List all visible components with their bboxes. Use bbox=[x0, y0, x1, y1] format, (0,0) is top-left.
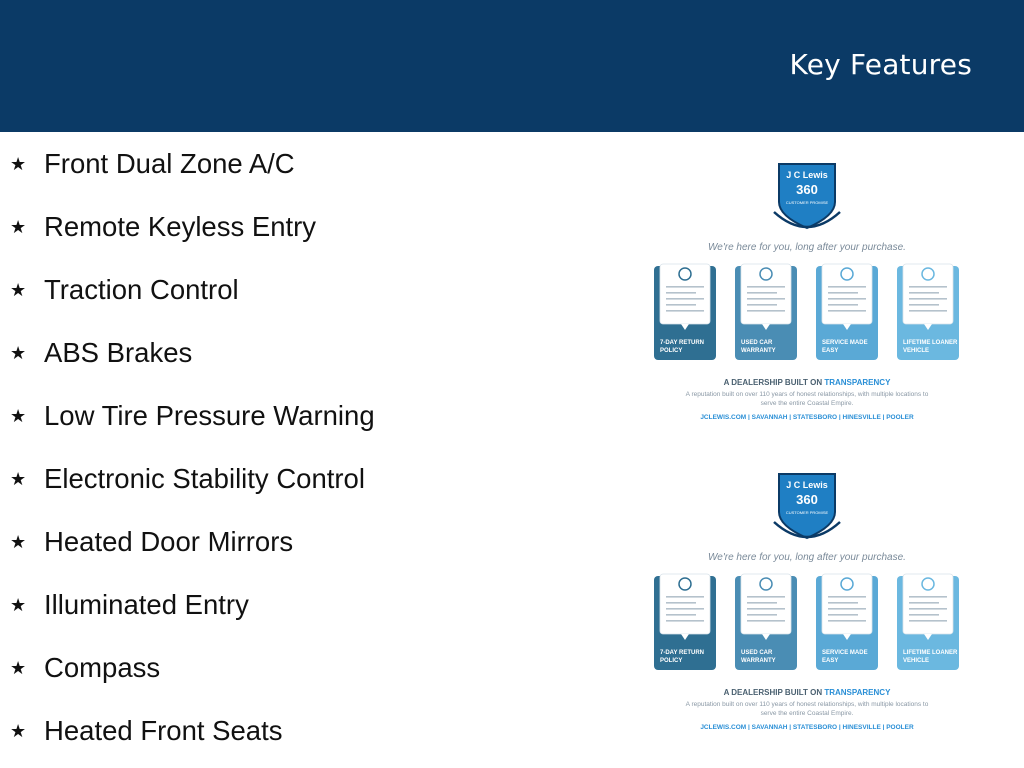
feature-label: ABS Brakes bbox=[44, 337, 193, 368]
tagline: We're here for you, long after your purchase. bbox=[708, 552, 906, 563]
note-text-line bbox=[909, 292, 939, 294]
star-icon: ★ bbox=[10, 531, 27, 553]
note-text-line bbox=[909, 304, 939, 306]
note-text-line bbox=[666, 310, 704, 312]
note-text-line bbox=[828, 310, 866, 312]
headline: A DEALERSHIP BUILT ON TRANSPARENCY bbox=[723, 688, 891, 697]
shield-badge bbox=[774, 164, 840, 228]
page-title: Key Features bbox=[789, 48, 972, 81]
star-icon: ★ bbox=[10, 468, 27, 490]
star-icon: ★ bbox=[10, 657, 27, 679]
note-text-line bbox=[747, 620, 785, 622]
note-text-line bbox=[666, 608, 704, 610]
card-note bbox=[741, 574, 791, 634]
locations: JCLEWIS.COM | SAVANNAH | STATESBORO | HINESVILLE | POOLER bbox=[700, 724, 914, 730]
note-text-line bbox=[666, 286, 704, 288]
note-text-line bbox=[666, 292, 696, 294]
feature-card bbox=[654, 574, 716, 670]
shield-badge bbox=[774, 474, 840, 538]
card-note bbox=[660, 264, 710, 324]
feature-label: Low Tire Pressure Warning bbox=[44, 400, 375, 431]
feature-label: Illuminated Entry bbox=[44, 589, 249, 620]
note-text-line bbox=[828, 602, 858, 604]
badge-brand: J C Lewis bbox=[786, 480, 828, 490]
card-note bbox=[822, 264, 872, 324]
headline: A DEALERSHIP BUILT ON TRANSPARENCY bbox=[723, 378, 891, 387]
star-icon: ★ bbox=[10, 216, 27, 238]
note-text-line bbox=[909, 620, 947, 622]
note-text-line bbox=[828, 298, 866, 300]
card-label: POLICY bbox=[660, 658, 683, 664]
card-note bbox=[903, 264, 953, 324]
note-text-line bbox=[747, 614, 777, 616]
card-label: SERVICE MADE bbox=[822, 340, 868, 346]
note-text-line bbox=[747, 310, 785, 312]
subline: A reputation built on over 110 years of honest relationships, with multiple locations to bbox=[685, 391, 929, 398]
note-text-line bbox=[747, 602, 777, 604]
star-icon: ★ bbox=[10, 153, 27, 175]
subline: serve the entire Coastal Empire. bbox=[760, 400, 854, 407]
card-label: 7-DAY RETURN bbox=[660, 650, 705, 656]
card-label: POLICY bbox=[660, 348, 683, 354]
card-label: 7-DAY RETURN bbox=[660, 340, 705, 346]
note-text-line bbox=[909, 602, 939, 604]
card-label: SERVICE MADE bbox=[822, 650, 868, 656]
feature-card bbox=[735, 574, 797, 670]
tagline: We're here for you, long after your purchase. bbox=[708, 242, 906, 253]
note-text-line bbox=[909, 608, 947, 610]
note-text-line bbox=[828, 614, 858, 616]
card-label: LIFETIME LOANER bbox=[903, 650, 958, 656]
badge-brand: J C Lewis bbox=[786, 170, 828, 180]
card-note bbox=[660, 574, 710, 634]
subline: A reputation built on over 110 years of honest relationships, with multiple locations to bbox=[685, 701, 929, 708]
feature-card bbox=[816, 574, 878, 670]
note-text-line bbox=[909, 298, 947, 300]
feature-label: Front Dual Zone A/C bbox=[44, 148, 295, 179]
feature-label: Compass bbox=[44, 652, 161, 683]
card-label: VEHICLE bbox=[903, 348, 930, 354]
note-text-line bbox=[909, 286, 947, 288]
note-text-line bbox=[909, 596, 947, 598]
note-text-line bbox=[747, 292, 777, 294]
feature-card bbox=[897, 264, 959, 360]
locations: JCLEWIS.COM | SAVANNAH | STATESBORO | HINESVILLE | POOLER bbox=[700, 414, 914, 420]
star-icon: ★ bbox=[10, 594, 27, 616]
card-label: WARRANTY bbox=[741, 658, 776, 664]
feature-card bbox=[816, 264, 878, 360]
card-note bbox=[903, 574, 953, 634]
card-label: USED CAR bbox=[741, 650, 773, 656]
card-label: EASY bbox=[822, 348, 839, 354]
note-text-line bbox=[828, 286, 866, 288]
note-text-line bbox=[747, 608, 785, 610]
feature-label: Electronic Stability Control bbox=[44, 463, 365, 494]
feature-label: Heated Front Seats bbox=[44, 715, 283, 746]
subline: serve the entire Coastal Empire. bbox=[760, 710, 854, 717]
star-icon: ★ bbox=[10, 720, 27, 742]
note-text-line bbox=[828, 304, 858, 306]
note-text-line bbox=[666, 596, 704, 598]
note-text-line bbox=[666, 614, 696, 616]
note-text-line bbox=[666, 298, 704, 300]
card-note bbox=[741, 264, 791, 324]
note-text-line bbox=[909, 614, 939, 616]
badge-caption: CUSTOMER PROMISE bbox=[785, 200, 829, 205]
note-text-line bbox=[828, 608, 866, 610]
card-label: WARRANTY bbox=[741, 348, 776, 354]
note-text-line bbox=[747, 298, 785, 300]
feature-card bbox=[654, 264, 716, 360]
note-text-line bbox=[828, 292, 858, 294]
badge-number: 360 bbox=[796, 182, 818, 197]
feature-label: Heated Door Mirrors bbox=[44, 526, 294, 557]
card-label: EASY bbox=[822, 658, 839, 664]
header-bar bbox=[0, 0, 1024, 132]
card-label: USED CAR bbox=[741, 340, 773, 346]
card-label: LIFETIME LOANER bbox=[903, 340, 958, 346]
promo-graphic bbox=[648, 150, 966, 420]
note-text-line bbox=[747, 286, 785, 288]
note-text-line bbox=[666, 620, 704, 622]
note-text-line bbox=[828, 620, 866, 622]
feature-card bbox=[897, 574, 959, 670]
badge-caption: CUSTOMER PROMISE bbox=[785, 510, 829, 515]
feature-label: Remote Keyless Entry bbox=[44, 211, 317, 242]
promo-graphic bbox=[648, 460, 966, 730]
star-icon: ★ bbox=[10, 342, 27, 364]
star-icon: ★ bbox=[10, 279, 27, 301]
note-text-line bbox=[828, 596, 866, 598]
note-text-line bbox=[666, 304, 696, 306]
note-text-line bbox=[909, 310, 947, 312]
feature-card bbox=[735, 264, 797, 360]
note-text-line bbox=[666, 602, 696, 604]
note-text-line bbox=[747, 304, 777, 306]
feature-label: Traction Control bbox=[44, 274, 239, 305]
note-text-line bbox=[747, 596, 785, 598]
card-label: VEHICLE bbox=[903, 658, 930, 664]
card-note bbox=[822, 574, 872, 634]
badge-number: 360 bbox=[796, 492, 818, 507]
star-icon: ★ bbox=[10, 405, 27, 427]
